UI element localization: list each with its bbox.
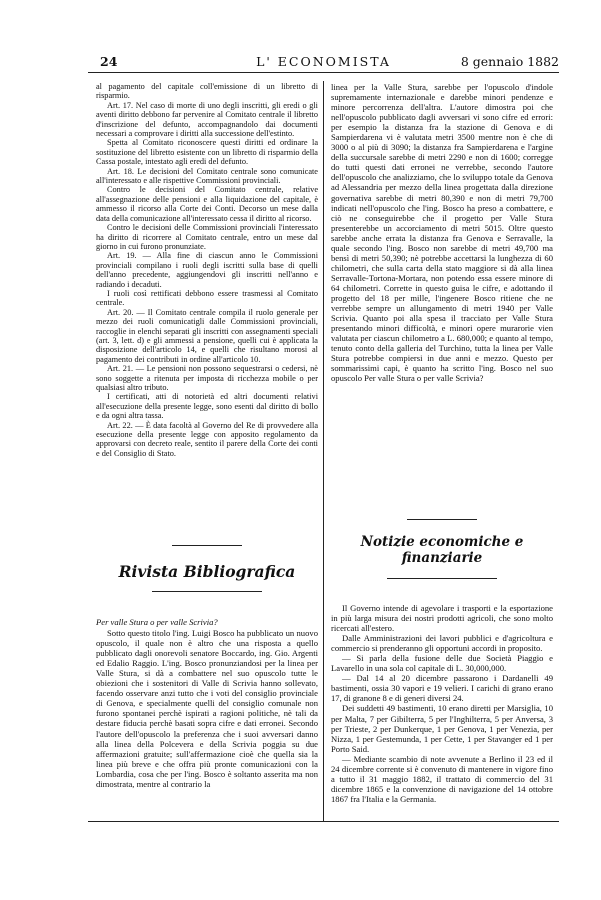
article-paragraph: Spetta al Comitato riconoscere questi diritti ed ordinare la sostituzione del libretto esistente con un libretto di risparmio della Cassa postale, intestato agli eredi del defunto. [96,138,318,167]
rivista-paragraph: Sotto questo titolo l'ing. Luigi Bosco ha pubblicato un nuovo opuscolo, il quale non è altro che una risposta a quello pubblicato dagli onorevoli senatore Boccardo, ing. Gio. Argenti ed Edalio Raggio. L'ing. Bosco pronunziandosi per la linea per Valle Stura, si dà a combattere nel suo opuscolo tutte le obiezioni che i sostenitori di Valle di Scrivia hanno sollevato, facendo osservare anzi tutto che i voti del consiglio provinciale di Genova, e specialmente quelli del consiglio comunale non furono spontanei perchè ispirati a ragioni politiche, nè tali da destare fiducia perchè basati sopra cifre e dati erronei. Secondo l'autore dell'opuscolo la preferenza che i suoi avversari danno alla linea della Polcevera e della Scrivia poggia su due affermazioni gratuite; sull'affermazione cioè che quella sia la linea più breve e che offra più pronte comunicazioni con la Lombardia, cosa che per l'ing. Bosco è soltanto asserita ma non dimostrata, mentre al contrario la [96,628,318,789]
article-paragraph: al pagamento del capitale coll'emissione di un libretto di risparmio. [96,82,318,101]
newspaper-page [88,54,559,814]
continuation-paragraph: linea per la Valle Stura, sarebbe per l'opuscolo d'indole supremamente internazionale e darebbe minori pendenze e minore percorrenza dell'altra. L'autore dimostra poi che nell'opuscolo pubblicato dagli avversari vi sono cifre ed errori: per esempio la distanza fra la stazione di Genova e di Sampierdarena vi è valutata metri 3500 mentre non è che di 3000 o al più di 3090; la distanza fra Sampierdarena e l'argine della succursale sarebbe di metri 2290 e non di 1600; corregge do tutti questi dati erronei ne verrebbe, secondo l'autore dell'opuscolo che analizziamo, che lo sviluppo totale da Genova ad Alessandria per mezzo della linea progettata dalla direzione governativa sarebbe di metri 80,390 e non di metri 79,700 indicati nell'opuscolo che l'ing. Bosco ha preso a combattere, e ciò ne conseguirebbe che il progetto per Valle Stura presenterebbe un accorciamento di metri 5015. Oltre questo sarebbe anche errata la distanza fra Genova e Serravalle, la quale secondo l'ing. Bosco non sarebbe di metri 49,700 ma bensì di metri 50,390; nè potrebbe accettarsi la lunghezza di 60 chilometri, che sulla carta della stato maggiore si dà alla linea Serravalle-Tortona-Mortara, non potendo essa essere minore di 64 chilometri. Corrette in questo guisa le cifre, e adottando il progetto del 18 per mille, l'ingenere Bosco ritiene che ne verrebbe sempre un allungamento di metri 1940 per Valle Scrivia. Quanto poi alla spesa il tracciato per Valle Stura presentando minori difficoltà, e minori opere murarorie vien valutata per ciascun chilometro a L. 680,000; e quanto al tempo, tenuto conto della galleria del Turchino, tutta la linea per Valle Stura potrebbe compiersi in due anni e mezzo. Questo per sommarissimi capi, è quanto ha scritto l'ing. Bosco nel suo opuscolo Per valle Stura o per valle Scrivia? [331,82,553,384]
header-rule [88,72,559,73]
article-paragraph: Art. 19. — Alla fine di ciascun anno le Commissioni provinciali compilano i ruoli degli iscritti sulla base di quelli dell'anno precedente, aggiungendovi gli inscritti nell'anno e radiando i decaduti. [96,251,318,289]
left-column-articles [96,82,318,458]
page-number: 24 [100,54,118,69]
journal-title: L' ECONOMISTA [256,54,391,69]
article-paragraph: Art. 22. — È data facoltà al Governo del Re di provvedere alla esecuzione della presente legge con apposito regolamento da approvarsi con decreto reale, sentito il parere della Corte dei conti e del Consiglio di Stato. [96,420,318,458]
article-paragraph: Art. 18. Le decisioni del Comitato centrale sono comunicate all'interessato e alle rispettive Commissioni provinciali. [96,166,318,186]
heading-rule [387,578,497,579]
article-paragraph: Art. 21. — Le pensioni non possono sequestrarsi o cedersi, nè sono soggette a ritenuta per imposta di ricchezza mobile o per qualsiasi altro tributo. [96,364,318,392]
rivista-heading: Rivista Bibliografica [118,562,296,581]
page-header [88,54,559,70]
article-paragraph: I ruoli così rettificati debbono essere trasmessi al Comitato centrale. [96,288,318,308]
news-paragraph: Il Governo intende di agevolare i trasporti e la esportazione in più larga misura dei nostri prodotti agricoli, che sono molto ricercati all'estero. [331,603,553,634]
right-column-continuation [331,82,553,383]
notizie-heading: Notizie economiche e finanziarie [360,534,524,566]
column-divider [323,81,324,821]
heading-rule [172,545,242,546]
footer-rule [88,821,559,822]
rivista-heading-block [96,545,318,605]
rivista-subheading: Per valle Stura o per valle Scrivia? [96,617,218,627]
article-paragraph: I certificati, atti di notorietà ed altri documenti relativi all'esecuzione della presente legge, sono esenti dal diritto di bollo e da ogni altra tassa. [96,392,318,421]
article-paragraph: Contro le decisioni del Comitato centrale, relative all'assegnazione delle pensioni e alla liquidazione del capitale, è ammesso il ricorso alla Corte dei Conti. Decorso un mese dalla data della comunicazione all'interessato cessa il diritto al ricorso. [96,185,318,223]
rivista-body [96,617,318,789]
news-paragraph: Dalle Amministrazioni dei lavori pubblici e d'agricoltura e commercio si prenderanno gli opportuni accordi in proposito. [331,633,553,654]
news-paragraph: — Dal 14 al 20 dicembre passarono i Dardanelli 49 bastimenti, ossia 30 vapori e 19 velieri. I carichi di grano erano 17, di granone 8 e di generi diversi 24. [331,673,553,704]
notizie-body [331,603,553,804]
article-paragraph: Art. 20. — Il Comitato centrale compila il ruolo generale per mezzo dei ruoli comunicatigli dalle Commissioni provinciali, raccoglie in elenchi separati gli inscritti con assegnamenti speciali (art. 3, lett. d) e gli ammessi a pensione, quelli cui è applicata la disposizione dell'articolo 14, e quelli che risultano morosi al pagamento dei contributi in ordine all'articolo 10. [96,307,318,364]
news-paragraph: — Si parla della fusione delle due Società Piaggio e Lavarello in una sola col capitale di L. 30,000,000. [331,653,553,674]
article-paragraph: Contro le decisioni delle Commissioni provinciali l'interessato ha diritto di ricorrere al Comitato centrale, entro un mese dal giorno in cui furono pronunziate. [96,223,318,251]
issue-date: 8 gennaio 1882 [460,54,559,69]
news-paragraph: Dei suddetti 49 bastimenti, 10 erano diretti per Marsiglia, 10 per Malta, 7 per Gibilterra, 5 per l'Inghilterra, 5 per Anversa, 3 per Trieste, 2 per Dunkerque, 1 per Genova, 1 per Venezia, per Nizza, 1 per Gestemunda, 1 per Cette, 1 per Stavanger ed 1 per Porto Said. [331,703,553,754]
heading-rule [152,591,262,592]
article-paragraph: Art. 17. Nel caso di morte di uno degli inscritti, gli eredi o gli aventi diritto debbono far pervenire al Comitato centrale il libretto d'inscrizione del defunto, accompagnandolo dai documenti necessari a comprovare i diritti alla successione dell'estinto. [96,100,318,139]
news-paragraph: — Mediante scambio di note avvenute a Berlino il 23 ed il 24 dicembre corrente si è convenuto di mantenere in vigore fino a tutto il 31 maggio 1882, il trattato di commercio del 31 dicembre 1865 e la convenzione di navigazione del 14 ottobre 1867 fra l'Italia e la Germania. [331,753,553,804]
notizie-heading-block [331,519,553,581]
heading-rule [407,519,477,520]
